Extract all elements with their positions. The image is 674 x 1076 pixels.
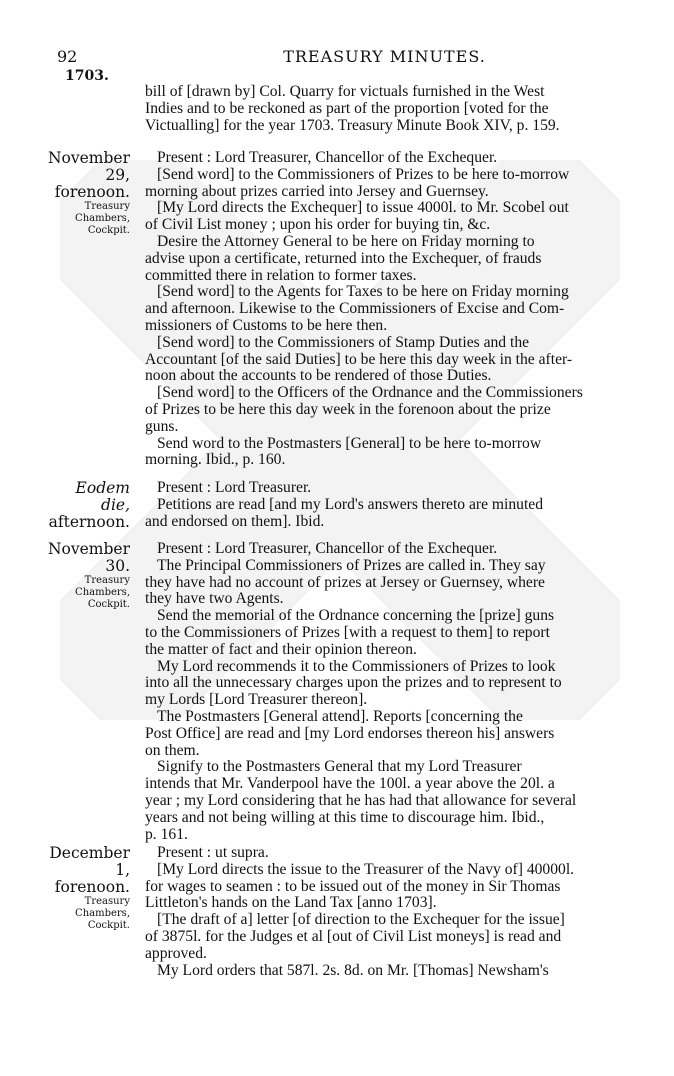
- year-margin: 1703.: [65, 68, 109, 84]
- place-line: Cockpit.: [87, 599, 130, 610]
- entry-margin: [46, 541, 130, 611]
- text-line: [My Lord directs the issue to the Treasurer of the Navy of] 40000l.: [157, 860, 575, 878]
- date-line: forenoon.: [54, 183, 130, 201]
- text-line: my Lords [Lord Treasurer thereon].: [145, 691, 368, 709]
- paragraph: [145, 480, 623, 497]
- place-line: Treasury: [84, 575, 130, 586]
- paragraph: [145, 200, 623, 234]
- entry-body: [145, 150, 623, 469]
- text-line: they have had no account of prizes at Jersey or Guernsey, where: [145, 573, 545, 591]
- text-line: Accountant [of the said Duties] to be here this day week in the after-: [145, 350, 573, 368]
- entry-place: [46, 896, 130, 932]
- text-line: noon about the accounts to be rendered of those Duties.: [145, 367, 492, 385]
- date-line: 1,: [115, 861, 130, 879]
- text-line: to the Commissioners of Prizes [with a request to them] to report: [145, 623, 550, 641]
- text-line: for wages to seamen : to be issued out of the money in Sir Thomas: [145, 877, 561, 895]
- text-line: morning about prizes carried into Jersey and Guernsey.: [145, 182, 489, 200]
- paragraph: [145, 335, 623, 385]
- paragraph: [145, 167, 623, 201]
- text-line: Present : Lord Treasurer, Chancellor of the Exchequer.: [157, 149, 498, 166]
- place-line: Cockpit.: [87, 225, 130, 236]
- paragraph: [145, 497, 623, 531]
- paragraph: [145, 659, 623, 709]
- text-line: The Postmasters [General attend]. Reports [concerning the: [157, 707, 523, 725]
- place-line: Chambers,: [75, 213, 130, 224]
- text-line: committed there in relation to former taxes.: [145, 266, 417, 284]
- entry-body: [145, 541, 623, 843]
- text-line: [Send word] to the Commissioners of Prizes to be here to-morrow: [157, 165, 570, 183]
- paragraph: [145, 284, 623, 334]
- text-line: advise upon a certificate, returned into the Exchequer, of frauds: [145, 249, 542, 267]
- entry-place: [46, 575, 130, 611]
- text-line: Signify to the Postmasters General that my Lord Treasurer: [157, 758, 522, 776]
- paragraph: [145, 845, 623, 862]
- running-title: TREASURY MINUTES.: [283, 47, 486, 66]
- text-line: Present : ut supra.: [157, 844, 269, 861]
- paragraph: [145, 558, 623, 608]
- text-line: approved.: [145, 944, 207, 962]
- text-line: [Send word] to the Commissioners of Stamp Duties and the: [157, 333, 530, 351]
- paragraph: [145, 436, 623, 470]
- text-line: of Civil List money ; upon his order for buying tin, &c.: [145, 216, 491, 234]
- page-number: 92: [57, 47, 78, 66]
- text-line: guns.: [145, 417, 179, 435]
- text-line: intends that Mr. Vanderpool have the 100l. a year above the 20l. a: [145, 775, 555, 793]
- text-line: p. 161.: [145, 825, 188, 843]
- text-line: Send the memorial of the Ordnance concerning the [prize] guns: [157, 607, 555, 625]
- date-line: Eodem die,: [75, 479, 130, 514]
- entry-margin: [46, 845, 130, 932]
- place-line: Chambers,: [75, 587, 130, 598]
- text-line: [Send word] to the Officers of the Ordnance and the Commissioners: [157, 384, 583, 402]
- date-line: forenoon.: [54, 878, 130, 896]
- paragraph: [145, 608, 623, 658]
- entry-margin: [46, 480, 130, 531]
- text-line: [My Lord directs the Exchequer] to issue 4000l. to Mr. Scobel out: [157, 199, 569, 217]
- continuation-paragraph: [145, 84, 623, 134]
- entry-date: [46, 845, 130, 896]
- text-line: Indies and to be reckoned as part of the proportion [voted for the: [145, 99, 549, 117]
- paragraph: [145, 862, 623, 912]
- text-line: the matter of fact and their opinion thereon.: [145, 640, 417, 658]
- entry-body: [145, 480, 623, 530]
- text-line: Desire the Attorney General to be here on Friday morning to: [157, 232, 535, 250]
- page-header: [0, 47, 674, 69]
- text-line: years and not being willing at this time to discourage him. Ibid.,: [145, 808, 545, 826]
- date-line: afternoon.: [48, 513, 130, 531]
- paragraph: [145, 759, 623, 843]
- text-line: morning. Ibid., p. 160.: [145, 451, 286, 469]
- text-line: Present : Lord Treasurer, Chancellor of the Exchequer.: [157, 540, 498, 557]
- text-line: they have two Agents.: [145, 590, 284, 608]
- continuation-text: [145, 84, 623, 134]
- place-line: Chambers,: [75, 908, 130, 919]
- date-line: 29,: [105, 166, 130, 184]
- text-line: The Principal Commissioners of Prizes are called in. They say: [157, 556, 546, 574]
- entry-body: [145, 845, 623, 979]
- paragraph: [145, 912, 623, 962]
- text-line: of Prizes to be here this day week in the forenoon about the prize: [145, 400, 551, 418]
- date-line: November: [47, 540, 130, 558]
- text-line: into all the unnecessary charges upon the prizes and to represent to: [145, 674, 562, 692]
- text-line: Petitions are read [and my Lord's answers thereto are minuted: [157, 495, 544, 513]
- paragraph: [145, 709, 623, 759]
- entry-place: [46, 201, 130, 237]
- place-line: Treasury: [84, 201, 130, 212]
- text-line: Present : Lord Treasurer.: [157, 479, 312, 496]
- entry-date: [46, 480, 130, 531]
- paragraph: [145, 963, 623, 980]
- date-line: November: [47, 149, 130, 167]
- text-line: and endorsed on them]. Ibid.: [145, 512, 325, 530]
- text-line: My Lord orders that 587l. 2s. 8d. on Mr. [Thomas] Newsham's: [157, 961, 549, 979]
- text-line: year ; my Lord considering that he has had that allowance for several: [145, 791, 577, 809]
- paragraph: [145, 541, 623, 558]
- paragraph: [145, 385, 623, 435]
- entry-date: [46, 541, 130, 575]
- place-line: Cockpit.: [87, 920, 130, 931]
- text-line: on them.: [145, 741, 200, 759]
- text-line: bill of [drawn by] Col. Quarry for victuals furnished in the West: [145, 83, 545, 100]
- entry-margin: [46, 150, 130, 237]
- date-line: December: [49, 844, 130, 862]
- text-line: Victualling] for the year 1703. Treasury Minute Book XIV, p. 159.: [145, 116, 560, 134]
- text-line: [Send word] to the Agents for Taxes to be here on Friday morning: [157, 283, 569, 301]
- text-line: missioners of Customs to be here then.: [145, 316, 388, 334]
- text-line: My Lord recommends it to the Commissioners of Prizes to look: [157, 657, 556, 675]
- entry-date: [46, 150, 130, 201]
- text-line: Send word to the Postmasters [General] to be here to-morrow: [157, 434, 542, 452]
- text-line: of 3875l. for the Judges et al [out of Civil List moneys] is read and: [145, 927, 562, 945]
- text-line: Post Office] are read and [my Lord endorses thereon his] answers: [145, 724, 555, 742]
- place-line: Treasury: [84, 896, 130, 907]
- text-line: Littleton's hands on the Land Tax [anno 1703].: [145, 894, 437, 912]
- text-line: and afternoon. Likewise to the Commissioners of Excise and Com-: [145, 300, 565, 318]
- paragraph: [145, 234, 623, 284]
- date-line: 30.: [105, 557, 130, 575]
- paragraph: [145, 150, 623, 167]
- text-line: [The draft of a] letter [of direction to the Exchequer for the issue]: [157, 911, 565, 929]
